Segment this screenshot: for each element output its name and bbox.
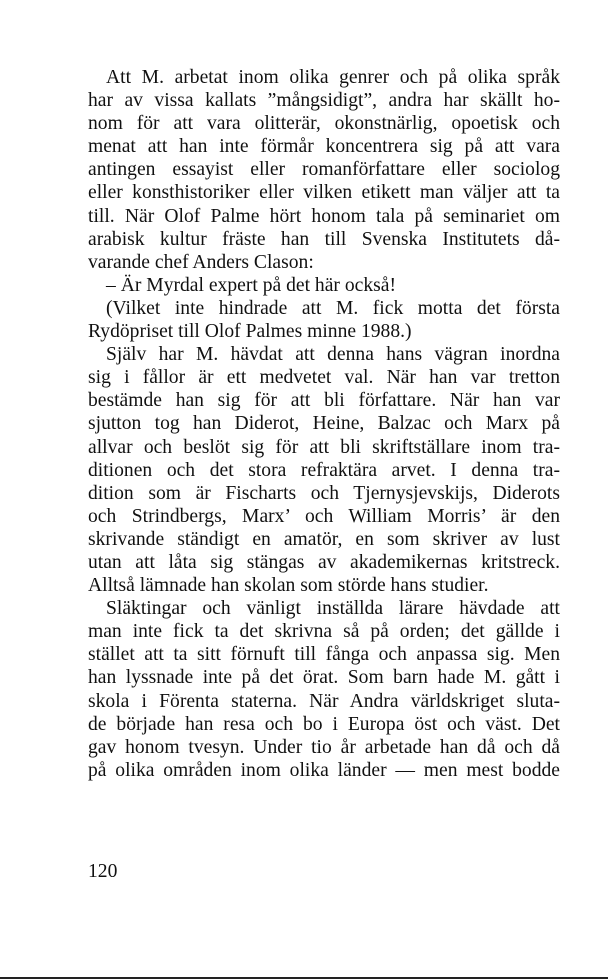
text-line: Att M. arbetat inom olika genrer och på olika språk bbox=[106, 67, 560, 88]
text-line: antingen essayist eller romanförfattare eller sociolog bbox=[88, 159, 560, 181]
text-line: skrivande ständigt en amatör, en som skriver av lust bbox=[88, 528, 560, 550]
text-line: nom för att vara olitterär, okonstnärlig, opoetisk och bbox=[88, 113, 560, 135]
text-line: på olika områden inom olika länder — men mest bodde bbox=[88, 759, 560, 781]
text-line: eller konsthistoriker eller vilken etikett man väljer att ta bbox=[88, 182, 560, 204]
text-line: varande chef Anders Clason: bbox=[88, 251, 314, 273]
text-line: och Strindbergs, Marx’ och William Morris’ är den bbox=[88, 505, 560, 527]
text-line: Alltså lämnade han skolan som störde hans studier. bbox=[88, 575, 489, 597]
text-line: sjutton tog han Diderot, Heine, Balzac och Marx på bbox=[88, 413, 560, 435]
page-number: 120 bbox=[88, 861, 118, 882]
text-line: stället att ta sitt förnuft till fånga och anpassa sig. Men bbox=[88, 644, 560, 666]
text-line: ditionen och det stora refraktära arvet. I denna tra- bbox=[88, 459, 560, 481]
text-line: Själv har M. hävdat att denna hans vägran inordna bbox=[106, 344, 560, 366]
text-line: menat att han inte förmår koncentrera sig på att vara bbox=[88, 136, 560, 158]
text-line: arabisk kultur fräste han till Svenska Institutets då- bbox=[88, 228, 560, 250]
text-line: gav honom tvesyn. Under tio år arbetade han då och då bbox=[88, 736, 560, 758]
text-line: Släktingar och vänligt inställda lärare hävdade att bbox=[106, 598, 560, 620]
text-line: dition som är Fischarts och Tjernysjevskijs, Diderots bbox=[88, 482, 560, 504]
text-line: allvar och beslöt sig för att bli skriftställare inom tra- bbox=[88, 436, 560, 458]
text-line: till. När Olof Palme hört honom tala på seminariet om bbox=[88, 205, 560, 227]
text-line: han lyssnade inte på det örat. Som barn hade M. gått i bbox=[88, 667, 560, 689]
text-line: (Vilket inte hindrade att M. fick motta det första bbox=[106, 297, 560, 319]
text-line: bestämde han sig för att bli författare. När han var bbox=[88, 390, 560, 412]
text-line: Rydöpriset till Olof Palmes minne 1988.) bbox=[88, 321, 412, 343]
text-line: – Är Myrdal expert på det här också! bbox=[106, 274, 396, 296]
text-line: skola i Förenta staterna. När Andra världskriget sluta- bbox=[88, 690, 560, 712]
text-line: har av vissa kallats ”mångsidigt”, andra har skällt ho- bbox=[88, 90, 560, 112]
text-line: de började han resa och bo i Europa öst och väst. Det bbox=[88, 713, 560, 735]
text-line: utan att låta sig stängas av akademikernas kritstreck. bbox=[88, 551, 560, 573]
text-line: man inte fick ta det skrivna så på orden; det gällde i bbox=[88, 621, 560, 643]
body-text bbox=[88, 66, 560, 782]
text-line: sig i fållor är ett medvetet val. När han var tretton bbox=[88, 367, 560, 389]
